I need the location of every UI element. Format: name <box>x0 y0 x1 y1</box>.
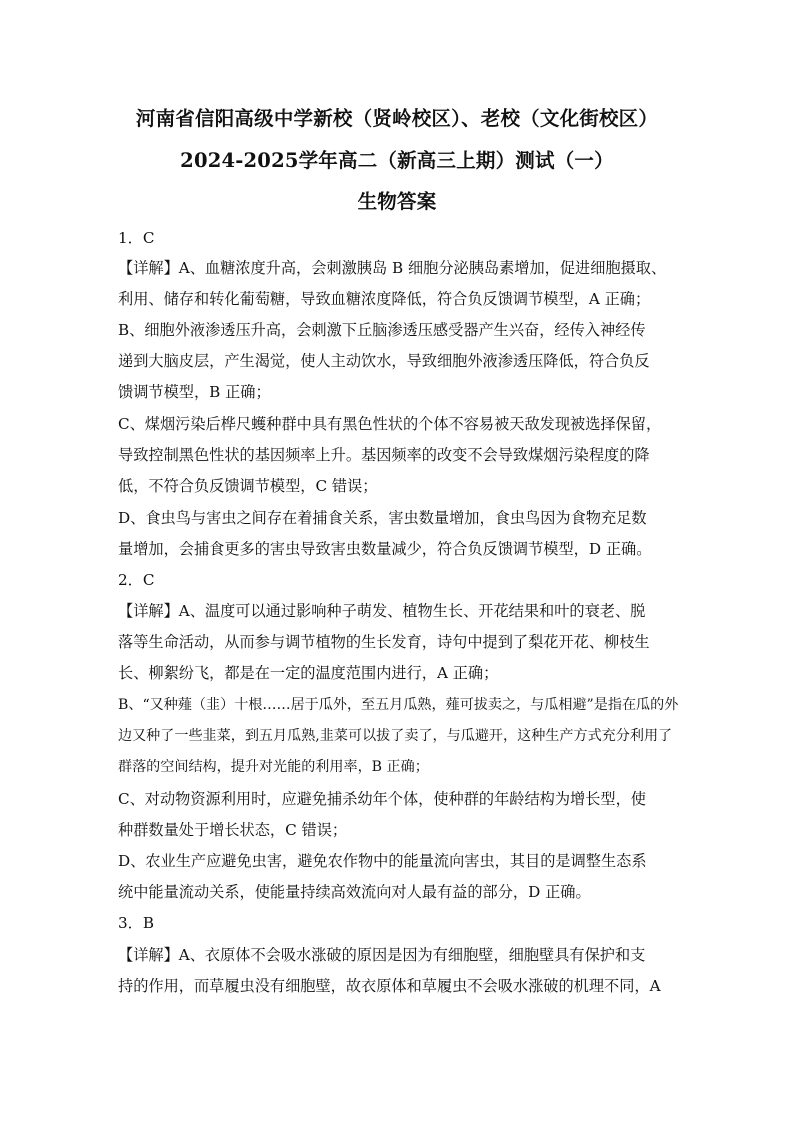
question-3-line: 【详解】A、衣原体不会吸水涨破的原因是因为有细胞壁，细胞壁具有保护和支 <box>118 946 646 964</box>
page-title-school: 河南省信阳高级中学新校（贤岭校区）、老校（文化街校区） <box>135 107 659 130</box>
question-2-line: 落等生命活动，从而参与调节植物的生长发育，诗句中提到了梨花开花、柳枝生 <box>118 633 650 651</box>
question-1-line: 【详解】A、血糖浓度升高，会刺激胰岛 B 细胞分泌胰岛素增加，促进细胞摄取、 <box>118 259 667 277</box>
question-1-line: 低，不符合负反馈调节模型，C 错误； <box>118 477 378 495</box>
question-2-line: 【详解】A、温度可以通过影响种子萌发、植物生长、开花结果和叶的衰老、脱 <box>118 602 646 620</box>
question-1-line: 利用、储存和转化葡萄糖，导致血糖浓度降低，符合负反馈调节模型，A 正确； <box>118 290 651 308</box>
question-2-line: C、对动物资源利用时，应避免捕杀幼年个体，使种群的年龄结构为增长型，使 <box>118 790 646 808</box>
question-2-line: 边又种了一些韭菜，到五月瓜熟,韭菜可以拔了卖了，与瓜避开，这种生产方式充分利用了 <box>118 728 673 744</box>
question-2-line: B、“又种薤（韭）十根……居于瓜外，至五月瓜熟，薤可拔卖之，与瓜相避”是指在瓜的外 <box>118 697 679 713</box>
question-2-number: 2．C <box>118 571 155 589</box>
question-1-line: C、煤烟污染后桦尺蠖种群中具有黑色性状的个体不容易被天敌发现被选择保留， <box>118 415 662 433</box>
page-title-subject: 生物答案 <box>357 190 437 213</box>
question-1-number: 1．C <box>118 229 155 247</box>
question-1-line: B、细胞外液渗透压升高，会刺激下丘脑渗透压感受器产生兴奋，经传入神经传 <box>118 321 646 339</box>
question-2-line: 群落的空间结构，提升对光能的利用率，B 正确； <box>118 759 429 775</box>
page-title-exam: 2024-2025学年高二（新高三上期）测试（一） <box>180 149 614 172</box>
question-2-line: 种群数量处于增长状态，C 错误； <box>118 821 348 839</box>
question-1-line: 导致控制黑色性状的基因频率上升。基因频率的改变不会导致煤烟污染程度的降 <box>118 446 650 464</box>
question-2-line: 长、柳絮纷飞，都是在一定的温度范围内进行，A 正确； <box>118 664 499 682</box>
question-1-line: 量增加，会捕食更多的害虫导致害虫数量减少，符合负反馈调节模型，D 正确。 <box>118 540 652 558</box>
question-3-number: 3．B <box>118 914 155 932</box>
question-1-line: 馈调节模型，B 正确； <box>118 383 271 401</box>
question-2-line: 统中能量流动关系，使能量持续高效流向对人最有益的部分，D 正确。 <box>118 883 591 901</box>
question-3-line: 持的作用，而草履虫没有细胞壁，故衣原体和草履虫不会吸水涨破的机理不同，A <box>118 977 661 995</box>
question-1-line: 递到大脑皮层，产生渴觉，使人主动饮水，导致细胞外液渗透压降低，符合负反 <box>118 352 650 370</box>
question-2-line: D、农业生产应避免虫害，避免农作物中的能量流向害虫，其目的是调整生态系 <box>118 852 647 870</box>
question-1-line: D、食虫鸟与害虫之间存在着捕食关系，害虫数量增加，食虫鸟因为食物充足数 <box>118 509 647 527</box>
